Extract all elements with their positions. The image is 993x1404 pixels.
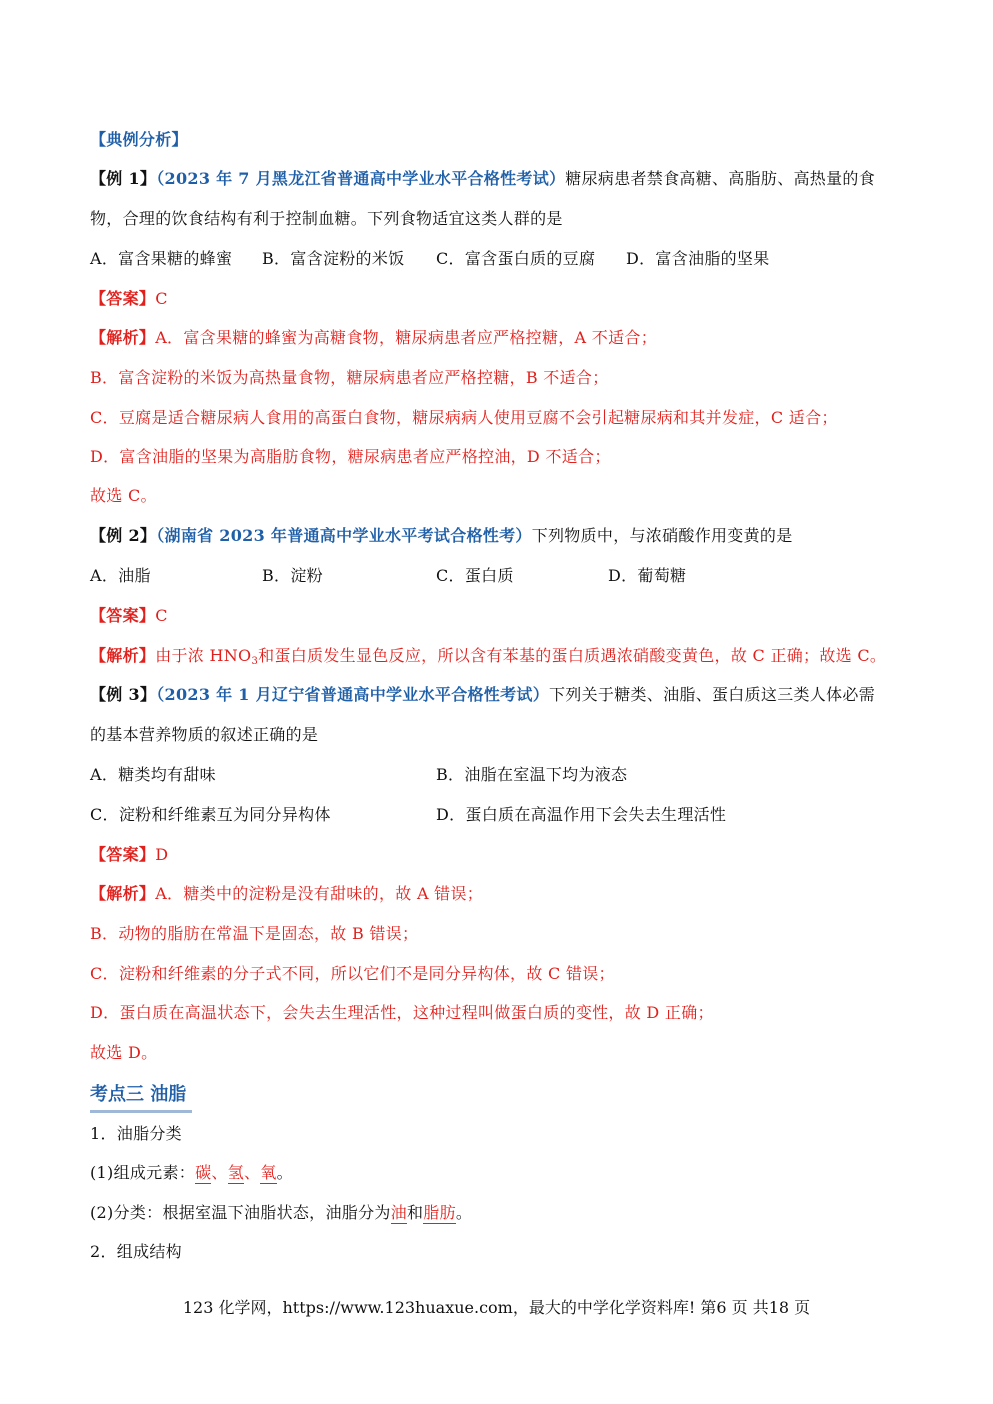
example-3-conclusion: 故选 D。 (90, 1043, 158, 1062)
example-1-conclusion: 故选 C。 (90, 486, 157, 505)
option-a: A．油脂 (90, 566, 151, 585)
sub1-prefix: (1)组成元素： (90, 1163, 196, 1182)
option-a: A．糖类均有甜味 (90, 765, 216, 784)
analysis-line: A．富含果糖的蜂蜜为高糖食物，糖尿病患者应严格控糖，A 不适合； (155, 328, 657, 347)
analysis-text-post: 和蛋白质发生显色反应，所以含有苯基的蛋白质遇浓硝酸变黄色，故 C 正确；故选 C。 (258, 646, 887, 665)
answer-label: 【答案】 (90, 606, 156, 625)
option-a: A．富含果糖的蜂蜜 (90, 249, 233, 268)
element-hydrogen: 氢 (227, 1163, 245, 1182)
example-1-analysis (90, 324, 910, 352)
period: 。 (276, 1163, 293, 1182)
topic-sub-2 (90, 1199, 910, 1227)
period: 。 (455, 1203, 473, 1222)
separator: 、 (211, 1163, 228, 1182)
example-2-answer (90, 602, 910, 630)
example-1-answer (90, 285, 910, 313)
example-2-label: 【例 2】 (90, 526, 157, 545)
example-3-options-row1 (90, 761, 910, 789)
option-c: C．富含蛋白质的豆腐 (436, 249, 596, 268)
analysis-line: B．动物的脂肪在常温下是固态，故 B 错误； (90, 924, 419, 943)
example-3-label: 【例 3】 (90, 685, 157, 704)
answer-value: C (155, 289, 168, 308)
example-3-question-text: 下列关于糖类、油脂、蛋白质这三类人体必需 (549, 685, 876, 704)
topic-heading: 考点三 油脂 (90, 1080, 192, 1113)
option-b: B．淀粉 (262, 566, 323, 585)
example-2-options (90, 562, 910, 590)
analysis-text-pre: 由于浓 HNO (155, 646, 252, 665)
analysis-line: B．富含淀粉的米饭为高热量食物，糖尿病患者应严格控糖，B 不适合； (90, 368, 609, 387)
analysis-line: D．富含油脂的坚果为高脂肪食物，糖尿病患者应严格控油，D 不适合； (90, 447, 611, 466)
topic-sub-1 (90, 1159, 910, 1187)
example-2-source: （湖南省 2023 年普通高中学业水平考试合格性考） (156, 526, 532, 545)
conjunction: 和 (406, 1203, 424, 1222)
separator: 、 (244, 1163, 261, 1182)
option-d: D．葡萄糖 (608, 566, 687, 585)
option-c: C．淀粉和纤维素互为同分异构体 (90, 805, 331, 824)
page-footer: 123 化学网，https://www.123huaxue.com，最大的中学化学资料库! 第6 页 共18 页 (182, 1298, 811, 1317)
example-1-question-cont: 物，合理的饮食结构有利于控制血糖。下列食物适宜这类人群的是 (90, 209, 563, 228)
example-3-question (90, 681, 910, 709)
option-d: D．富含油脂的坚果 (626, 249, 770, 268)
analysis-line: D．蛋白质在高温状态下，会失去生理活性，这种过程叫做蛋白质的变性，故 D 正确； (90, 1003, 714, 1022)
analysis-label: 【解析】 (90, 328, 156, 347)
subscript-3: 3 (251, 656, 259, 667)
example-1-question (90, 165, 910, 193)
example-1-label: 【例 1】 (90, 169, 157, 188)
option-b: B．富含淀粉的米饭 (262, 249, 405, 268)
option-d: D．蛋白质在高温作用下会失去生理活性 (436, 805, 727, 824)
example-3-source: （2023 年 1 月辽宁省普通高中学业水平合格性考试） (156, 685, 549, 704)
answer-label: 【答案】 (90, 845, 156, 864)
example-3-analysis (90, 880, 910, 908)
analysis-line: C．豆腐是适合糖尿病人食用的高蛋白食物，糖尿病病人使用豆腐不会引起糖尿病和其并发症，C 适合； (90, 408, 838, 427)
example-3-question-cont: 的基本营养物质的叙述正确的是 (90, 725, 319, 744)
example-2-question (90, 522, 910, 550)
option-b: B．油脂在室温下均为液态 (436, 765, 628, 784)
term-oil: 油 (390, 1203, 407, 1222)
example-2-analysis (90, 642, 910, 670)
analysis-line: A．糖类中的淀粉是没有甜味的，故 A 错误； (155, 884, 484, 903)
example-1-question-text: 糖尿病患者禁食高糖、高脂肪、高热量的食 (565, 169, 875, 188)
answer-value: C (155, 606, 168, 625)
answer-value: D (155, 845, 169, 864)
section-title: 【典例分析】 (90, 130, 188, 149)
example-3-options-row2 (90, 801, 910, 829)
element-oxygen: 氧 (260, 1163, 277, 1182)
sub2-prefix: (2)分类：根据室温下油脂状态，油脂分为 (90, 1203, 391, 1222)
term-fat: 脂肪 (423, 1203, 456, 1222)
example-3-answer (90, 841, 910, 869)
example-1-options (90, 245, 910, 273)
example-2-question-text: 下列物质中，与浓硝酸作用变黄的是 (531, 526, 793, 545)
topic-item-1: 1．油脂分类 (90, 1124, 182, 1143)
topic-item-2: 2．组成结构 (90, 1242, 182, 1261)
option-c: C．蛋白质 (436, 566, 514, 585)
answer-label: 【答案】 (90, 289, 156, 308)
example-1-source: （2023 年 7 月黑龙江省普通高中学业水平合格性考试） (156, 169, 566, 188)
analysis-label: 【解析】 (90, 884, 156, 903)
element-carbon: 碳 (195, 1163, 212, 1182)
analysis-label: 【解析】 (90, 646, 156, 665)
analysis-line: C．淀粉和纤维素的分子式不同，所以它们不是同分异构体，故 C 错误； (90, 964, 615, 983)
